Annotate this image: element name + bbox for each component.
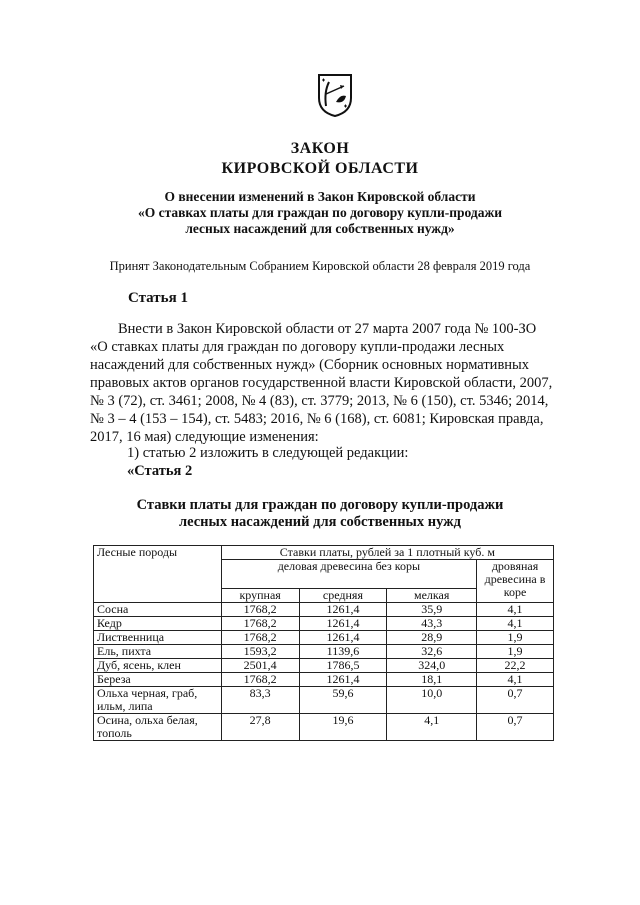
- rate-large: 2501,4: [221, 659, 299, 673]
- header-business-wood: деловая древесина без коры: [221, 560, 476, 589]
- rate-medium: 1261,4: [299, 617, 387, 631]
- rate-large: 1593,2: [221, 645, 299, 659]
- rate-firewood: 22,2: [477, 659, 554, 673]
- rate-medium: 1139,6: [299, 645, 387, 659]
- paragraph-line: № 3 – 4 (153 – 154), ст. 5483; 2016, № 6 (168), ст. 6081; Кировская правда,: [90, 411, 544, 427]
- header-medium: средняя: [299, 589, 387, 603]
- table-row: [94, 617, 554, 631]
- rate-small: 28,9: [387, 631, 477, 645]
- section-title-line2: лесных насаждений для собственных нужд: [178, 514, 462, 530]
- rate-firewood: 4,1: [477, 673, 554, 687]
- rate-large: 1768,2: [221, 617, 299, 631]
- table-row: [94, 714, 554, 741]
- section-title-line1: Ставки платы для граждан по договору купли-продажи: [136, 497, 504, 513]
- paragraph-line: Внести в Закон Кировской области от 27 марта 2007 года № 100-ЗО: [118, 321, 537, 337]
- region-title: КИРОВСКОЙ ОБЛАСТИ: [221, 160, 419, 177]
- law-subtitle-line2: «О ставках платы для граждан по договору купли-продажи: [137, 205, 503, 220]
- rate-medium: 1261,4: [299, 673, 387, 687]
- rate-large: 27,8: [221, 714, 299, 741]
- rate-large: 1768,2: [221, 631, 299, 645]
- rate-medium: 1261,4: [299, 631, 387, 645]
- header-species: Лесные породы: [94, 546, 222, 603]
- paragraph-line: 2017, 16 мая) следующие изменения:: [90, 429, 319, 445]
- rate-firewood: 4,1: [477, 603, 554, 617]
- header-small: мелкая: [387, 589, 477, 603]
- rate-small: 324,0: [387, 659, 477, 673]
- species-name: Сосна: [94, 603, 222, 617]
- rate-small: 35,9: [387, 603, 477, 617]
- paragraph-line: насаждений для собственных нужд» (Сборник основных нормативных: [90, 357, 530, 373]
- table-row: [94, 603, 554, 617]
- rate-small: 18,1: [387, 673, 477, 687]
- amendment-paragraph: [90, 320, 554, 446]
- rate-medium: 19,6: [299, 714, 387, 741]
- table-row: [94, 645, 554, 659]
- law-subtitle-line3: лесных насаждений для собственных нужд»: [185, 221, 455, 236]
- rate-small: 10,0: [387, 687, 477, 714]
- quoted-article-heading: «Статья 2: [127, 463, 193, 479]
- rate-large: 1768,2: [221, 603, 299, 617]
- rate-small: 43,3: [387, 617, 477, 631]
- article-1-heading: Статья 1: [128, 290, 188, 306]
- paragraph-line: № 3 (72), ст. 3461; 2008, № 4 (83), ст. 3779; 2013, № 6 (150), ст. 5346; 2014,: [90, 393, 549, 409]
- species-name: Ель, пихта: [94, 645, 222, 659]
- rate-firewood: 1,9: [477, 631, 554, 645]
- species-name: Осина, ольха белая, тополь: [94, 714, 222, 741]
- adoption-note: Принят Законодательным Собранием Кировской области 28 февраля 2019 года: [109, 259, 531, 273]
- coat-of-arms-emblem: [316, 72, 354, 118]
- paragraph-line: правовых актов органов государственной власти Кировской области, 2007,: [90, 375, 553, 391]
- rate-firewood: 0,7: [477, 714, 554, 741]
- rates-table: [93, 545, 554, 741]
- species-name: Дуб, ясень, клен: [94, 659, 222, 673]
- header-rates: Ставки платы, рублей за 1 плотный куб. м: [221, 546, 553, 560]
- rate-firewood: 4,1: [477, 617, 554, 631]
- table-row: [94, 659, 554, 673]
- rate-small: 32,6: [387, 645, 477, 659]
- rate-large: 1768,2: [221, 673, 299, 687]
- law-title: ЗАКОН: [290, 140, 350, 157]
- table-row: [94, 631, 554, 645]
- table-row: [94, 687, 554, 714]
- rate-medium: 59,6: [299, 687, 387, 714]
- table-row: [94, 673, 554, 687]
- header-firewood: дровяная древесина в коре: [477, 560, 554, 603]
- amendment-item-1: 1) статью 2 изложить в следующей редакции:: [127, 445, 409, 461]
- rate-medium: 1261,4: [299, 603, 387, 617]
- species-name: Ольха черная, граб, ильм, липа: [94, 687, 222, 714]
- rate-large: 83,3: [221, 687, 299, 714]
- rate-firewood: 1,9: [477, 645, 554, 659]
- header-large: крупная: [221, 589, 299, 603]
- law-subtitle-line1: О внесении изменений в Закон Кировской области: [164, 189, 476, 204]
- species-name: Лиственница: [94, 631, 222, 645]
- rate-small: 4,1: [387, 714, 477, 741]
- rate-firewood: 0,7: [477, 687, 554, 714]
- species-name: Береза: [94, 673, 222, 687]
- rate-medium: 1786,5: [299, 659, 387, 673]
- species-name: Кедр: [94, 617, 222, 631]
- paragraph-line: «О ставках платы для граждан по договору купли-продажи лесных: [90, 339, 505, 355]
